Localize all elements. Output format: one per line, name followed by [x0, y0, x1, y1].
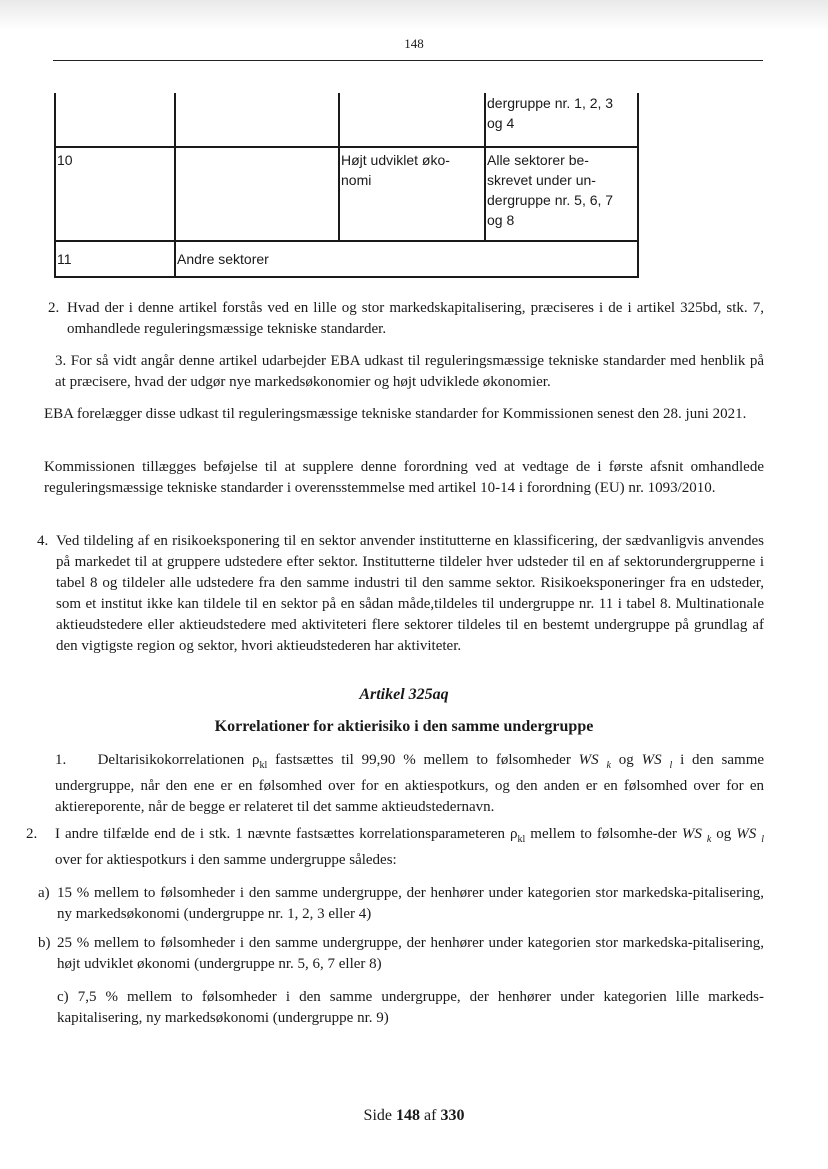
table-cell-row10-col3: Højt udviklet øko- nomi: [341, 152, 450, 188]
table-border-right: [637, 93, 639, 278]
table-border-bottom: [54, 276, 639, 278]
paragraph-2-number: 2.: [48, 300, 60, 316]
table-cell-row10-number: 10: [57, 152, 73, 168]
item-b: 25 % mellem to følsomheder i den samme undergruppe, der henhører under kategorien stor markedska-pitalisering, højt udviklet økonomi (undergruppe nr. 5, 6, 7 eller 8): [57, 935, 764, 972]
item-b-label: b): [38, 935, 51, 951]
table-divider-col2: [174, 93, 176, 278]
page-footer: Side 148 af 330: [363, 1107, 465, 1124]
table-cell-top-col4: dergruppe nr. 1, 2, 3 og 4: [487, 95, 614, 131]
table-row-divider-2: [54, 240, 639, 242]
article-title: Artikel 325aq: [359, 686, 449, 703]
table-row-divider-1: [54, 146, 639, 148]
table-cell-row11-label: Andre sektorer: [177, 251, 269, 267]
header-rule: [53, 60, 763, 61]
footer-current-page: 148: [396, 1107, 420, 1124]
paragraph-3-delegation: Kommissionen tillægges beføjelse til at supplere denne forordning ved at vedtage de i første afsnit omhandlede reguleringsmæssige tekniske standarder i overensstemmelse med artikel 10-14 i forordning (EU) nr. 1093/2010.: [44, 459, 764, 496]
article-subtitle: Korrelationer for aktierisiko i den samme undergruppe: [214, 718, 594, 735]
article-paragraph-2-number: 2.: [26, 826, 38, 842]
page-number-top: 148: [404, 36, 424, 51]
item-c: c) 7,5 % mellem to følsomheder i den samme undergruppe, der henhører under kategorien lille markeds-kapitalisering, ny markedsøkonomi (undergruppe nr. 9): [57, 989, 764, 1026]
paragraph-4: Ved tildeling af en risikoeksponering til en sektor anvender institutterne en klassificering, der sædvanligvis anvendes på markedet til at gruppere udstedere efter sektor. Institutterne tildeler hver udsteder til en af sektorundergrupperne i tabel 8 og tildeler alle udstedere fra den samme industri til den samme sektor. Risikoeksponeringer fra en udsteder, som et institut ikke kan tildele til en sektor på en sådan måde,tildeles til undergruppe nr. 11 i tabel 8. Multinationale aktieudstedere eller aktieudstedere med aktiviteteri flere sektorer tildeles til en bestemt undergruppe på grundlag af den vigtigste region og sektor, hvori aktieudstederen har aktiviteter.: [56, 533, 764, 654]
table-cell-row10-col4: Alle sektorer be- skrevet under un- dergruppe nr. 5, 6, 7 og 8: [487, 152, 614, 228]
paragraph-4-number: 4.: [37, 533, 49, 549]
table-divider-col4: [484, 93, 486, 241]
sector-table: [54, 93, 639, 278]
article-paragraph-1-number: 1.: [55, 752, 67, 768]
scan-shade: [0, 0, 828, 30]
table-divider-col3: [338, 93, 340, 241]
paragraph-3: 3. For så vidt angår denne artikel udarbejder EBA udkast til reguleringsmæssige tekniske standarder med henblik på at præcisere, hvad der udgør nye markedsøkonomier og højt udviklede økonomier.: [55, 353, 764, 390]
paragraph-3-deadline: EBA forelægger disse udkast til reguleringsmæssige tekniske standarder for Kommissionen senest den 28. juni 2021.: [44, 406, 747, 422]
paragraph-2: Hvad der i denne artikel forstås ved en lille og stor markedskapitalisering, præciseres i de i artikel 325bd, stk. 7, omhandlede reguleringsmæssige tekniske standarder.: [67, 300, 764, 337]
item-a: 15 % mellem to følsomheder i den samme undergruppe, der henhører under kategorien stor markedska-pitalisering, ny markedsøkonomi (undergruppe nr. 1, 2, 3 eller 4): [57, 885, 764, 922]
table-border-left: [54, 93, 56, 278]
footer-total-pages: 330: [440, 1107, 465, 1124]
item-a-label: a): [38, 885, 50, 901]
article-paragraph-2: I andre tilfælde end de i stk. 1 nævnte fastsættes korrelationsparameteren $\rho_{kl}$ mellem to følsomhe-der WS $_k$ og WS $_l$ over for aktiespotkurs i den samme undergruppe således:: [55, 826, 765, 868]
table-cell-row11-number: 11: [57, 251, 72, 267]
article-paragraph-1: 1. Deltarisikokorrelationen $\rho_{kl}$ fastsættes til 99,90 % mellem to følsomheder WS $_k$ og WS $_l$ i den samme undergruppe, når den ene er en følsomhed over for en aktiespotkurs, og den anden er en følsomhed over for en aktiereporente, når de begge er relateret til det samme aktieudstedernavn.: [55, 752, 765, 815]
